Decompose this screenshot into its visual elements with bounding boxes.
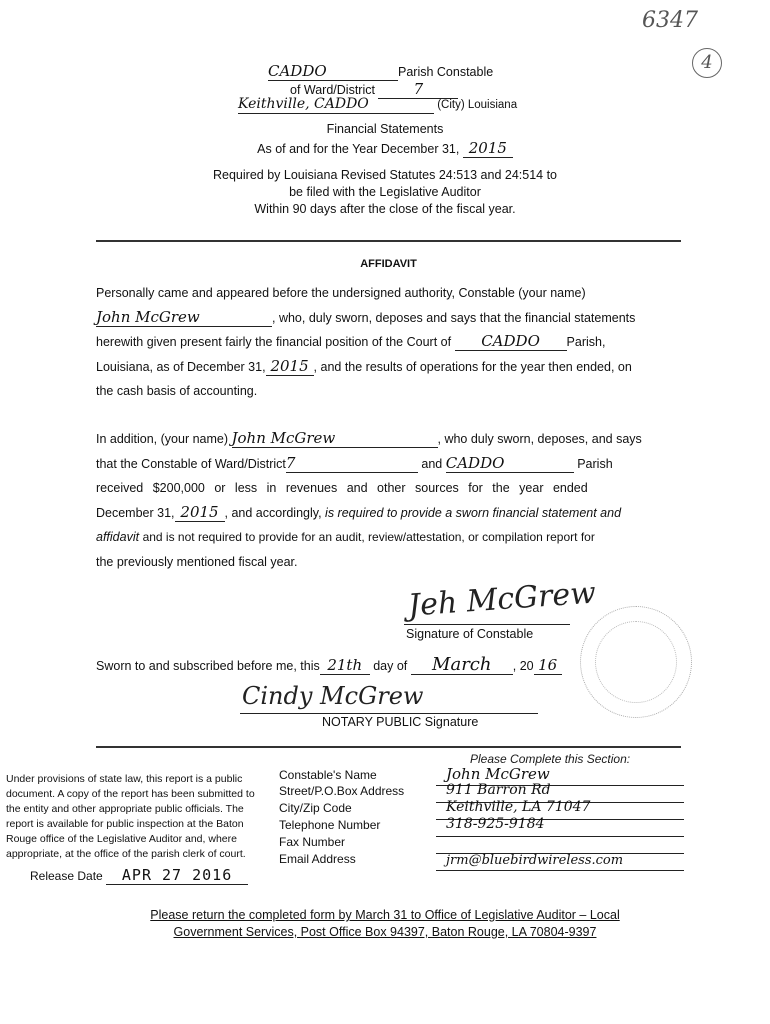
notice-line: Rouge office of the Legislative Auditor and, where (6, 833, 237, 845)
notice-line: the entity and other appropriate public officials. The (6, 803, 244, 815)
release-date-stamp: APR 27 2016 (106, 866, 248, 885)
p2-text-c: that the Constable of Ward/District (96, 456, 286, 471)
p2-text-a: In addition, (your name) (96, 432, 229, 446)
affidavit-heading: AFFIDAVIT (360, 258, 417, 270)
constable-signature-line (404, 624, 570, 625)
constable-name-value: John McGrew (96, 308, 272, 327)
field-value-street: 911 Barron Rd (446, 782, 551, 798)
year-line-label: As of and for the Year December 31, (257, 142, 460, 156)
p2-ward-value: 7 (286, 454, 418, 473)
p2-parish-value: CADDO (446, 454, 574, 473)
p1-text-f: , and the results of operations for the year then ended, on (313, 359, 632, 374)
notary-signature-label: NOTARY PUBLIC Signature (322, 715, 479, 729)
p1-text-c: herewith given present fairly the financial position of the Court of (96, 335, 452, 349)
p2-text-b: , who duly sworn, deposes, and says (437, 432, 642, 446)
sworn-year-value: 16 (534, 656, 562, 675)
sworn-line (96, 656, 696, 675)
year-value: 2015 (463, 139, 513, 158)
affidavit-paragraph-1 (96, 281, 681, 404)
affidavit-paragraph-2 (96, 427, 681, 574)
return-instructions-1: Please return the completed form by March 31 to Office of Legislative Auditor – Local (150, 908, 620, 922)
field-value-city-zip: Keithville, LA 71047 (446, 799, 591, 815)
city-label: (City) Louisiana (437, 99, 518, 111)
parish-value: CADDO (268, 62, 398, 81)
sworn-text-c: , 20 (512, 659, 534, 673)
p1-text-e: Louisiana, as of December 31, (96, 359, 266, 374)
notary-signature-line (240, 713, 538, 714)
divider-bottom (96, 746, 681, 748)
p2-text-l: the previously mentioned fiscal year. (96, 554, 298, 569)
year-line (185, 139, 585, 158)
p1-year-value: 2015 (266, 357, 314, 376)
p1-text-a: Personally came and appeared before the undersigned authority, Constable (your name) (96, 286, 586, 300)
p2-text-j-italic: affidavit (96, 530, 140, 544)
divider-top (96, 240, 681, 242)
ward-label: of Ward/District (290, 83, 375, 97)
p1-text-d: Parish, (566, 335, 606, 349)
parish-constable-label: Parish Constable (398, 65, 494, 79)
p2-text-h: , and accordingly, (224, 505, 322, 520)
constable-name-2-value: John McGrew (232, 429, 438, 448)
p1-text-b: , who, duly sworn, deposes and says that the financial statements (272, 310, 636, 325)
city-value: Keithville, CADDO (238, 95, 434, 114)
ward-value: 7 (378, 80, 458, 99)
field-value-constable-name: John McGrew (446, 765, 550, 783)
sworn-month-value: March (411, 656, 513, 675)
required-line-3: Within 90 days after the close of the fiscal year. (254, 202, 516, 216)
notary-signature: Cindy McGrew (242, 682, 424, 710)
constable-signature: Jeh McGrew (407, 575, 597, 624)
field-label-fax: Fax Number (279, 835, 346, 849)
notice-line: report is available for public inspection at the Baton (6, 818, 244, 830)
field-label-city-zip: City/Zip Code (279, 801, 352, 815)
return-instructions-2: Government Services, Post Office Box 94397, Baton Rouge, LA 70804-9397 (173, 925, 597, 939)
field-value-email: jrm@bluebirdwireless.com (446, 853, 624, 868)
document-number: 6347 (642, 8, 698, 33)
title: Financial Statements (326, 122, 444, 136)
release-date (30, 866, 248, 885)
p2-text-e: Parish (577, 456, 613, 471)
section-title: Please Complete this Section: (470, 752, 631, 766)
field-line-fax (436, 836, 684, 854)
required-line-1: Required by Louisiana Revised Statutes 24:513 and 24:514 to (213, 168, 557, 182)
required-line-2: be filed with the Legislative Auditor (289, 185, 481, 199)
field-label-constable-name: Constable's Name (279, 768, 377, 782)
p2-text-g: December 31, (96, 505, 175, 520)
header-city-line (238, 95, 548, 114)
field-label-street: Street/P.O.Box Address (279, 784, 405, 798)
header-parish-line (268, 62, 568, 81)
circled-number-text: 4 (701, 52, 713, 73)
circled-page-number (692, 48, 722, 78)
constable-signature-label: Signature of Constable (406, 627, 534, 641)
p2-text-i-italic: is required to provide a sworn financial statement and (325, 505, 622, 520)
public-document-notice (6, 772, 272, 862)
p2-text-k: and is not required to provide for an audit, review/attestation, or compilation report for (142, 530, 595, 544)
court-value: CADDO (455, 332, 567, 351)
p2-text-d: and (421, 456, 443, 471)
sworn-text-a: Sworn to and subscribed before me, this (96, 659, 320, 673)
sworn-day-value: 21th (320, 656, 370, 675)
field-label-telephone: Telephone Number (279, 818, 381, 832)
field-value-telephone: 318-925-9184 (446, 816, 545, 832)
p1-text-g: the cash basis of accounting. (96, 384, 258, 398)
sworn-text-b: day of (373, 659, 408, 673)
notice-line: appropriate, at the office of the parish clerk of court. (6, 848, 246, 860)
field-label-email: Email Address (279, 852, 356, 866)
notice-line: document. A copy of the report has been submitted to (6, 788, 255, 800)
notice-line: Under provisions of state law, this report is a public (6, 773, 243, 785)
p2-year-value: 2015 (175, 503, 225, 522)
release-date-label: Release Date (30, 869, 103, 883)
p2-text-f: received $200,000 or less in revenues and other sources for the year ended (96, 481, 588, 495)
